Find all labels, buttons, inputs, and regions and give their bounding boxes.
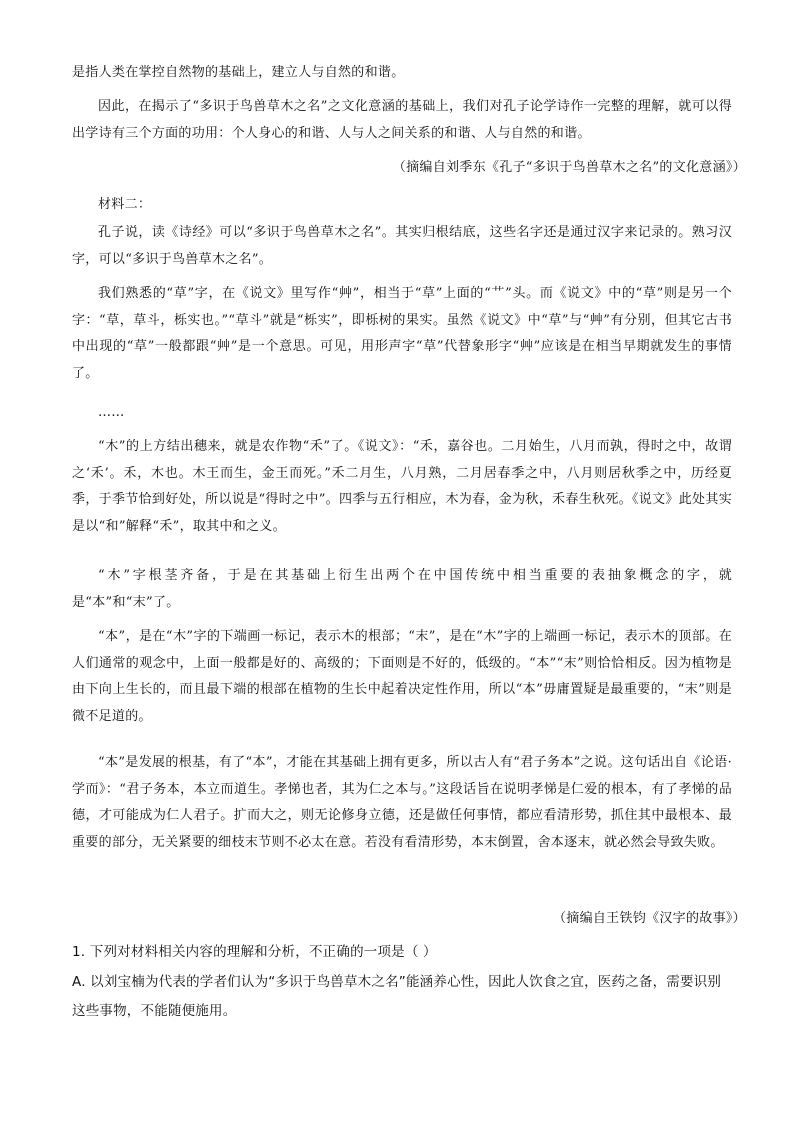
intro-tail-paragraph: 是指人类在掌控自然物的基础上，建立人与自然的和谐。 (72, 65, 405, 80)
source-citation-2: （摘编自王铁钧《汉字的故事》） (552, 911, 746, 926)
source-citation-1: （摘编自刘季东《孔子“多识于鸟兽草木之名”的文化意涵》） (392, 160, 746, 175)
material-2-paragraph-3: “木”的上方结出穗来，就是农作物“禾”了。《说文》：“禾，嘉谷也。二月始生，八月而孰，得时之中，故谓之‘禾’。禾，木也。木王而生，金王而死。”禾二月生，八月熟，二月居春季之中，八月则居秋季之中，历经夏季，于季节恰到好处，所以说是“得时之中”。四季与五行相应，木为春，金为秋，禾春生秋死。《说文》此处其实是以“和”解释“禾”，取其中和之义。 (72, 439, 732, 535)
conclusion-paragraph: 因此，在揭示了“多识于鸟兽草木之名”之文化意涵的基础上，我们对孔子论学诗作一完整的理解，就可以得出学诗有三个方面的功用：个人身心的和谐、人与人之间关系的和谐、人与自然的和谐。 (72, 99, 732, 141)
ellipsis-paragraph: …… (98, 405, 125, 420)
material-2-paragraph-4: “木”字根茎齐备，于是在其基础上衍生出两个在中国传统中相当重要的表抽象概念的字，就是“本”和“末”了。 (72, 568, 732, 610)
material-2-paragraph-2: 我们熟悉的“草”字，在《说文》里写作“艸”，相当于“草”上面的“艹”头。而《说文》中的“草”则是另一个字：“草，草斗，栎实也。”“草斗”就是“栎实”，即栎树的果实。虽然《说文》中“草”与“艸”有分别，但其它古书中出现的“草”一般都跟“艸”是一个意思。可见，用形声字“草”代替象形字“艸”应该是在相当早期就发生的事情了。 (72, 286, 732, 382)
material-2-label: 材料二： (98, 197, 152, 212)
material-2-paragraph-5: “本”，是在“木”字的下端画一标记，表示木的根部；“末”，是在“木”字的上端画一标记，表示木的顶部。在人们通常的观念中，上面一般都是好的、高级的；下面则是不好的，低级的。“本”“末”则恰恰相反。因为植物是由下向上生长的，而且最下端的根部在植物的生长中起着决定性作用，所以“本”毋庸置疑是最重要的，“末”则是微不足道的。 (72, 629, 732, 725)
question-stem: 1. 下列对材料相关内容的理解和分析，不正确的一项是（ ） (72, 944, 437, 960)
material-2-paragraph-1: 孔子说，读《诗经》可以“多识于鸟兽草木之名”。其实归根结底，这些名字还是通过汉字来记录的。熟习汉字，可以“多识于鸟兽草木之名”。 (72, 225, 732, 267)
question-option-a: A. 以刘宝楠为代表的学者们认为“多识于鸟兽草木之名”能涵养心性，因此人饮食之宜，医药之备，需要识别这些事物，不能随便施用。 (72, 974, 722, 1019)
material-2-paragraph-6: “本”是发展的根基，有了“本”，才能在其基础上拥有更多，所以古人有“君子务本”之说。这句话出自《论语·学而》：“君子务本，本立而道生。孝悌也者，其为仁之本与。”这段话旨在说明孝悌是仁爱的根本，有了孝悌的品德，才可能成为仁人君子。扩而大之，则无论修身立德，还是做任何事情，都应看清形势，抓住其中最根本、最重要的部分，无关紧要的细枝末节则不必太在意。若没有看清形势，本末倒置，舍本逐末，就必然会导致失败。 (72, 755, 732, 851)
